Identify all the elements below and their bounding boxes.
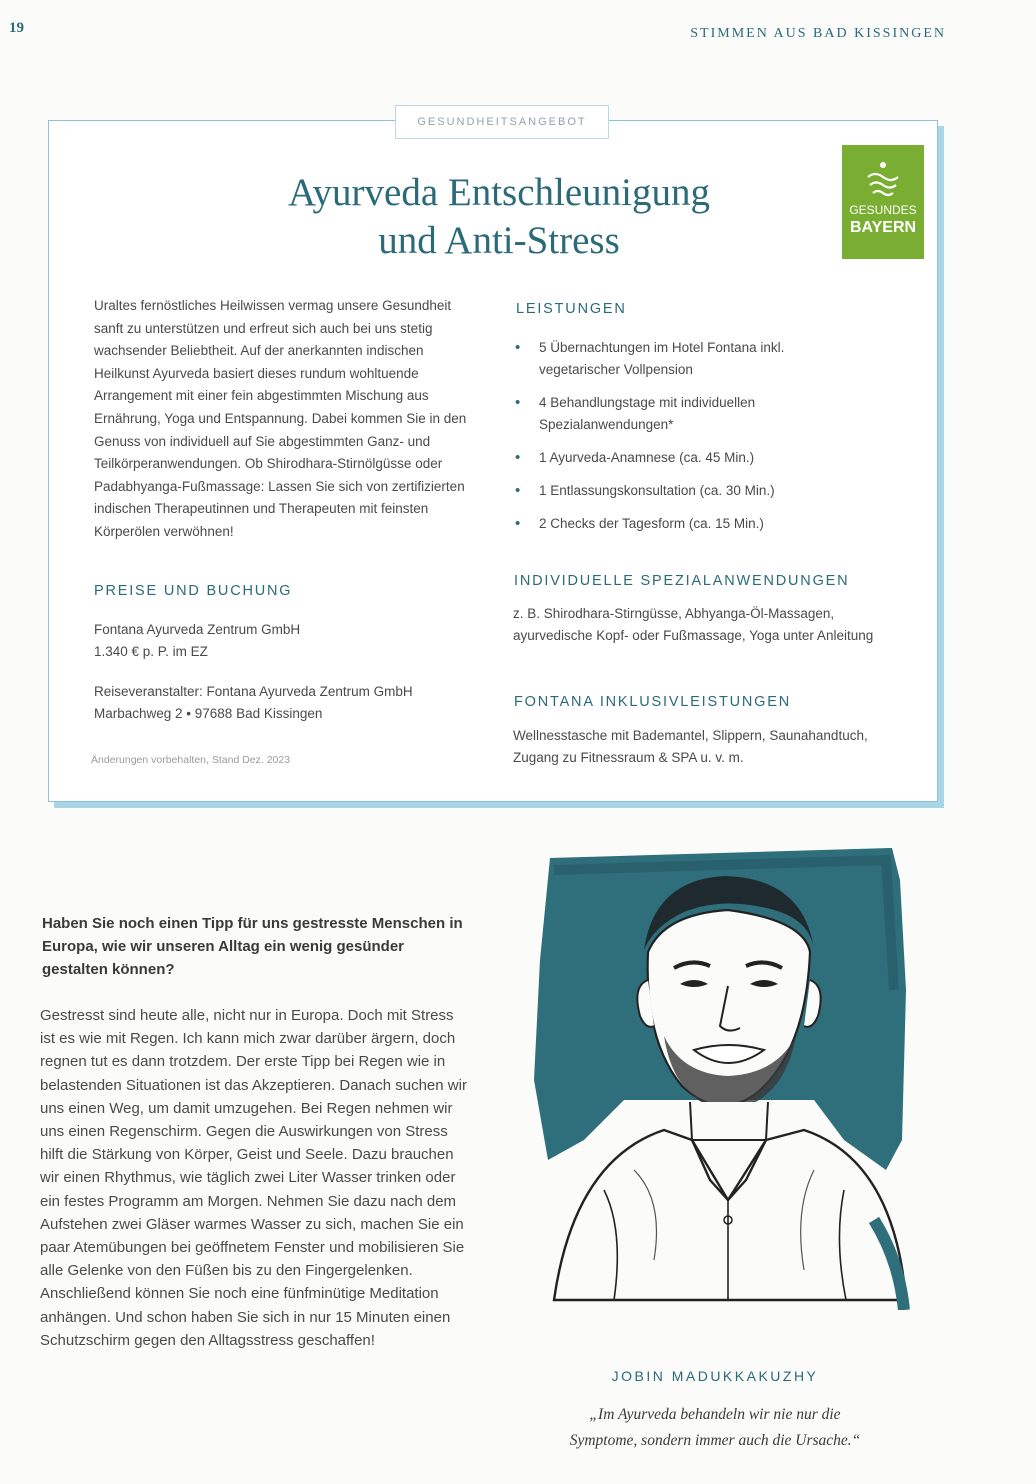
running-head: STIMMEN AUS BAD KISSINGEN <box>690 26 946 41</box>
list-item: • 4 Behandlungstage mit individuellen Spezialanwendungen* <box>515 392 855 436</box>
list-item: • 2 Checks der Tagesform (ca. 15 Min.) <box>515 513 855 535</box>
interview-question: Haben Sie noch einen Tipp für uns gestresste Menschen in Europa, wie wir unseren Alltag ein wenig gesünder gestalten können? <box>42 915 463 978</box>
list-item: • 5 Übernachtungen im Hotel Fontana inkl. vegetarischer Vollpension <box>515 337 855 381</box>
price: 1.340 € p. P. im EZ <box>94 644 208 659</box>
special-treatments-text: z. B. Shirodhara-Stirngüsse, Abhyanga-Öl-Massagen, ayurvedische Kopf- oder Fußmassage, Yoga unter Anleitung <box>513 606 874 643</box>
gesundes-bayern-badge <box>842 145 924 259</box>
person-quote: „Im Ayurveda behandeln wir nie nur die Symptome, sondern immer auch die Ursache.“ <box>569 1406 861 1449</box>
prices-heading: PREISE UND BUCHUNG <box>94 583 293 599</box>
special-treatments-heading: INDIVIDUELLE SPEZIALANWENDUNGEN <box>514 573 850 589</box>
inclusive-heading: FONTANA INKLUSIVLEISTUNGEN <box>514 694 791 710</box>
portrait-illustration <box>514 840 914 1310</box>
list-item: • 1 Entlassungskonsultation (ca. 30 Min.) <box>515 480 855 502</box>
interview-answer: Gestresst sind heute alle, nicht nur in Europa. Doch mit Stress ist es wie mit Regen. Ich kann mich zwar darüber ärgern, doch regnen tut es dann trotzdem. Der erste Tipp bei Regen wie in belastenden Situationen ist das Akzeptieren. Danach suchen wir uns einen Weg, um damit umzugehen. Bei Regen nehmen wir uns einen Regenschirm. Gegen die Auswirkungen von Stress hilft die Stärkung von Körper, Geist und Seele. Dazu brauchen wir einen Rhythmus, wie täglich zwei Liter Wasser trinken oder ein festes Programm am Morgen. Nehmen Sie dazu nach dem Aufstehen zwei Gläser warmes Wasser zu sich, machen Sie ein paar Atemübungen bei geöffnetem Fenster und mobilisieren Sie alle Gelenke von den Füßen bis zu den Fingergelenken. Anschließend können Sie noch eine fünfminütige Meditation anhängen. Und schon haben Sie sich in nur 15 Minuten einen Schutzschirm gegen den Alltagsstress geschaffen! <box>40 1007 467 1349</box>
badge-text-gesundes: GESUNDES <box>849 203 917 217</box>
list-item: • 1 Ayurveda-Anamnese (ca. 45 Min.) <box>515 447 855 469</box>
price-note: Änderungen vorbehalten, Stand Dez. 2023 <box>91 754 291 766</box>
services-heading: LEISTUNGEN <box>516 301 627 317</box>
badge-text-bayern: BAYERN <box>849 219 917 236</box>
offer-box <box>48 116 938 802</box>
services-list <box>515 337 855 546</box>
provider-name: Fontana Ayurveda Zentrum GmbH <box>94 622 301 637</box>
offer-title-line1: Ayurveda Entschleunigung <box>287 171 711 214</box>
tour-operator: Reiseveranstalter: Fontana Ayurveda Zentrum GmbH <box>94 684 413 699</box>
inclusive-text: Wellnesstasche mit Bademantel, Slippern, Saunahandtuch, Zugang zu Fitnessraum & SPA u. v. m. <box>513 728 868 765</box>
wave-logo-icon <box>864 159 902 199</box>
offer-tag: GESUNDHEITSANGEBOT <box>395 105 609 139</box>
offer-intro: Uraltes fernöstliches Heilwissen vermag unsere Gesundheit sanft zu unterstützen und erfreut sich auch bei uns stetig wachsender Beliebtheit. Auf der anerkannten indischen Heilkunst Ayurveda basiert dieses rundum wohltuende Arrangement mit einer fein abgestimmten Mischung aus Ernährung, Yoga und Entspannung. Dabei kommen Sie in den Genuss von individuell auf Sie abgestimmten Ganz- und Teilkörperanwendungen. Ob Shirodhara-Stirnölgüsse oder Padabhyanga-Fußmassage: Lassen Sie sich von zertifizierten indischen Therapeutinnen und Therapeuten mit feinsten Körperölen verwöhnen! <box>94 298 467 539</box>
address: Marbachweg 2 • 97688 Bad Kissingen <box>94 706 323 721</box>
offer-title-line2: und Anti-Stress <box>378 219 620 262</box>
page-number: 19 <box>9 20 24 36</box>
person-name: JOBIN MADUKKAKUZHY <box>611 1368 819 1384</box>
offer-title <box>189 169 809 265</box>
